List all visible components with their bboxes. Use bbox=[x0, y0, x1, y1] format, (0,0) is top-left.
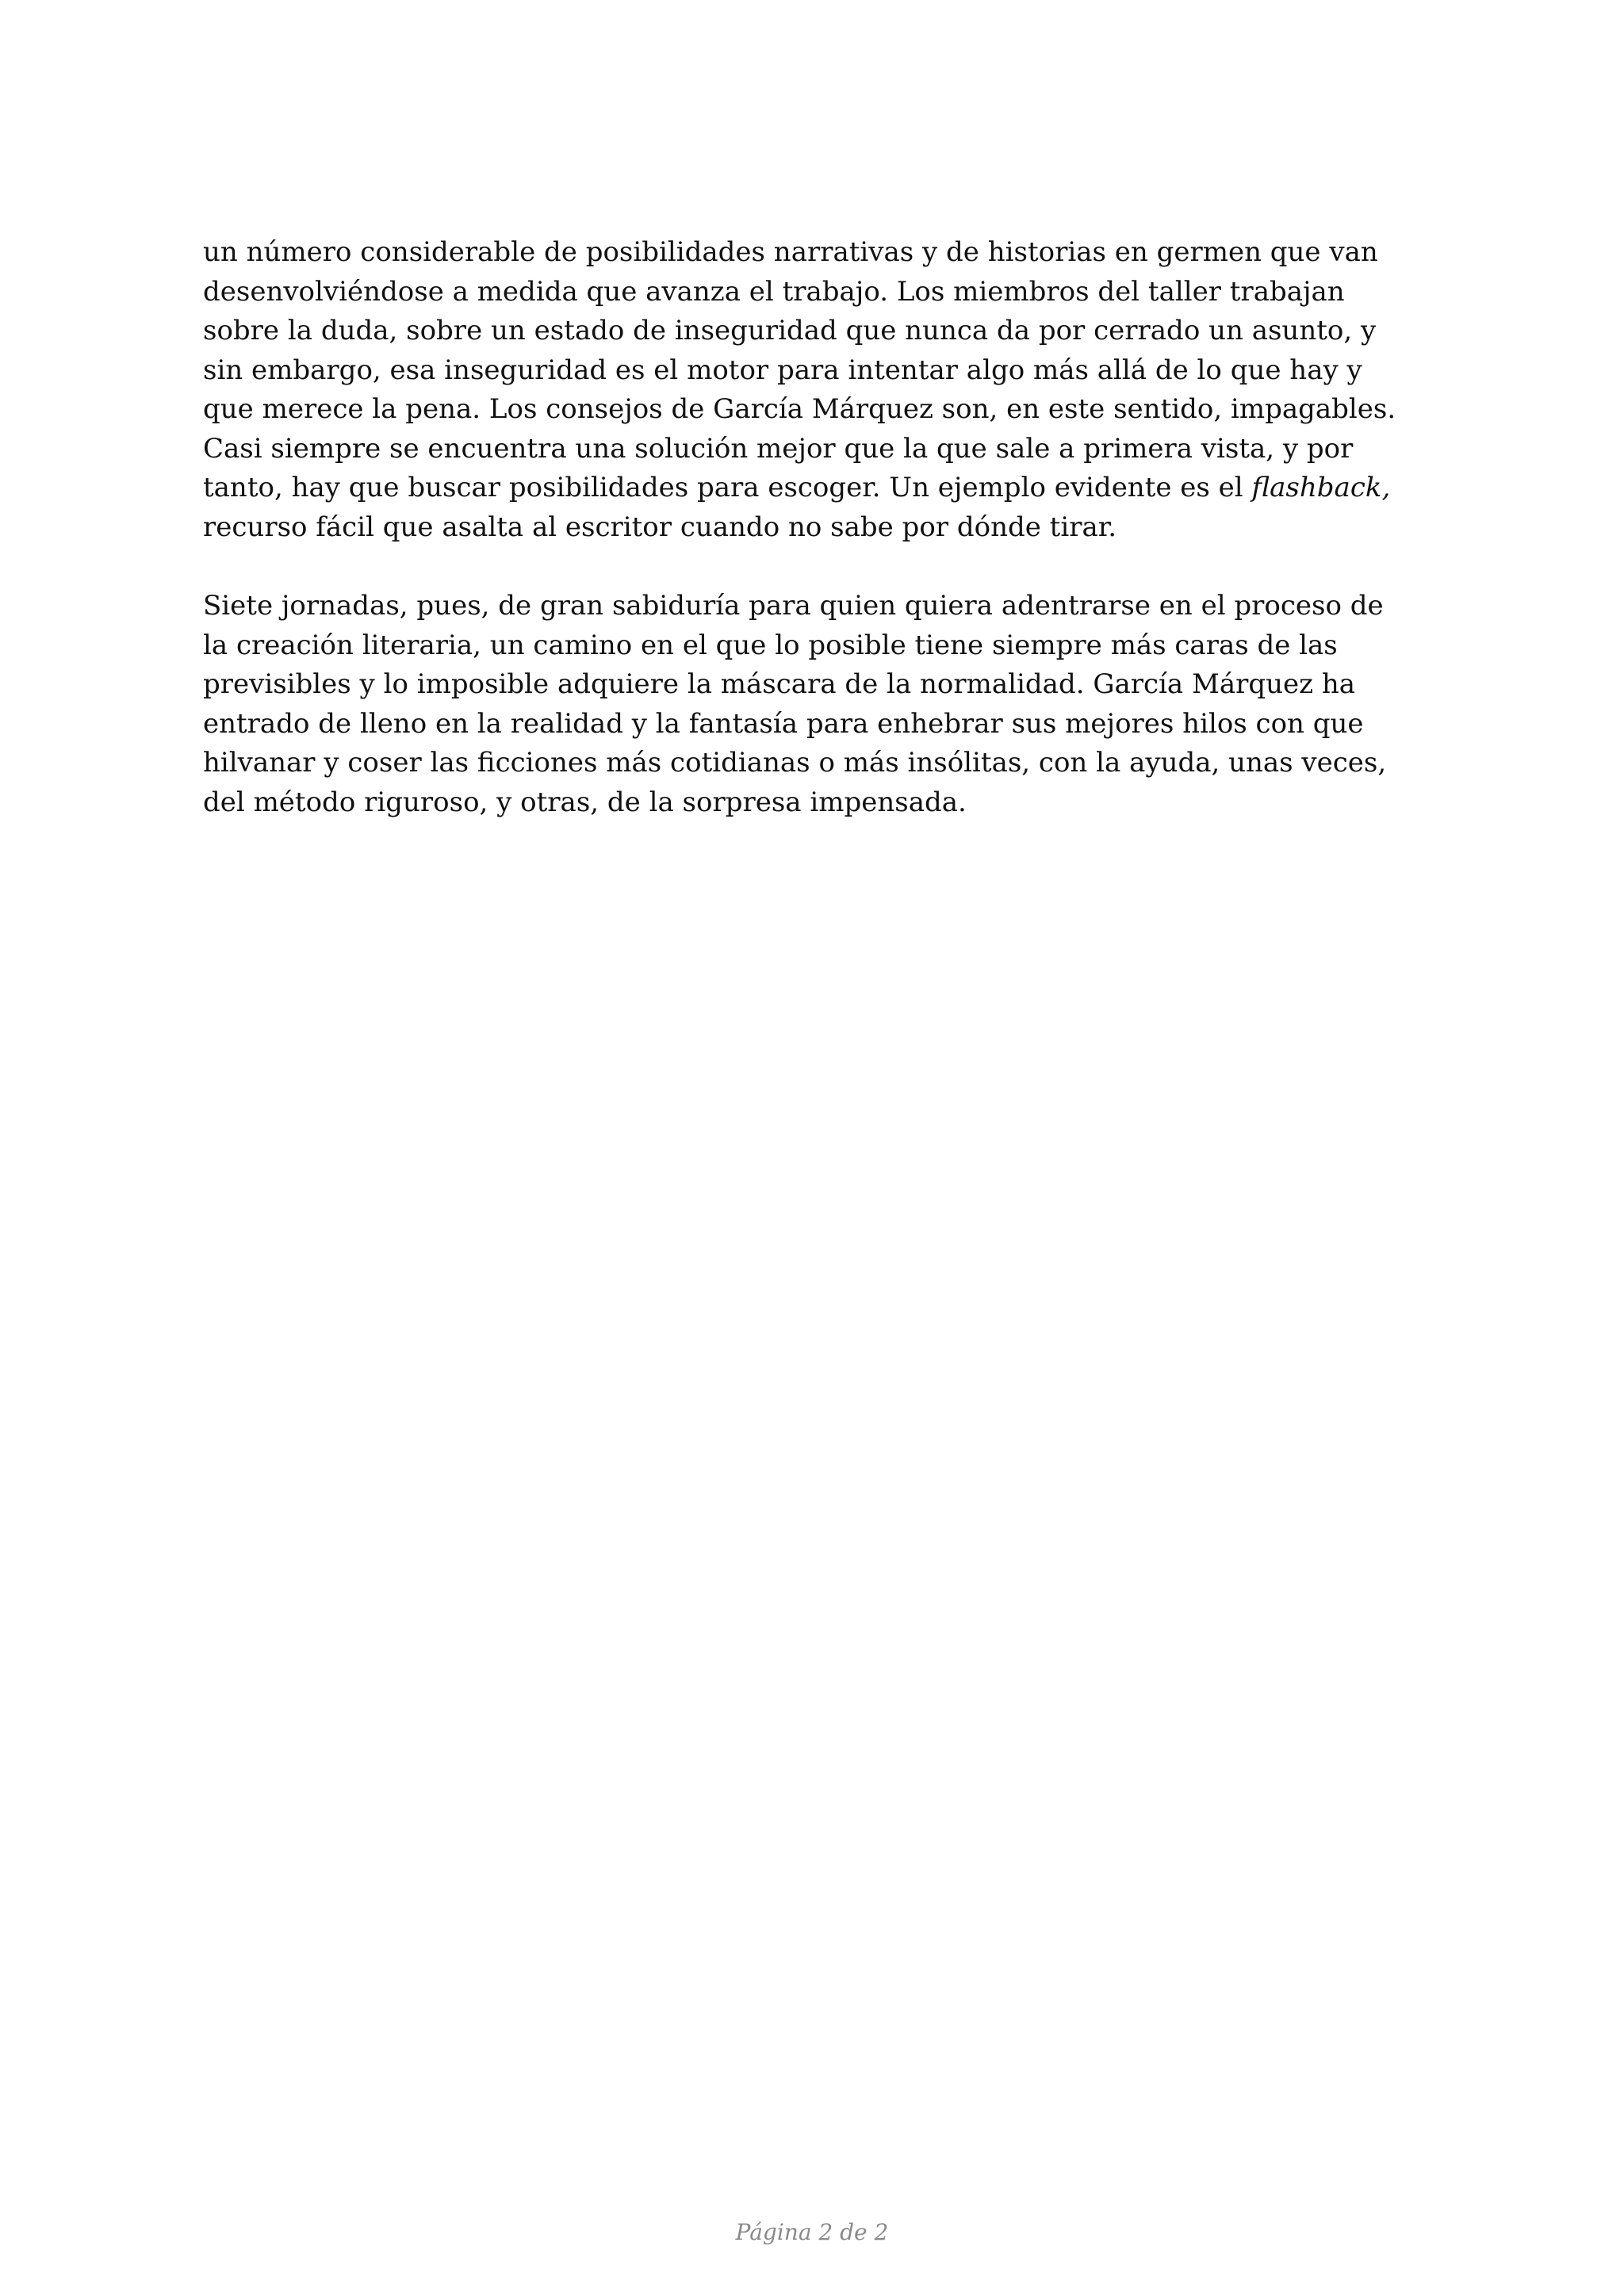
body-text bbox=[203, 233, 1440, 862]
page-number-footer: Página 2 de 2 bbox=[735, 2219, 889, 2245]
text-line: que merece la pena. Los consejos de García Márquez son, en este sentido, impagables. bbox=[203, 393, 1396, 425]
text-line: un número considerable de posibilidades narrativas y de historias en germen que van bbox=[203, 236, 1378, 268]
italic-term: flashback, bbox=[1251, 472, 1391, 503]
text-line: del método riguroso, y otras, de la sorpresa impensada. bbox=[203, 786, 967, 818]
paragraph-1 bbox=[203, 233, 1440, 547]
text-line: entrado de lleno en la realidad y la fantasía para enhebrar sus mejores hilos con que bbox=[203, 707, 1364, 740]
text-line: sin embargo, esa inseguridad es el motor para intentar algo más allá de lo que hay y bbox=[203, 354, 1362, 386]
text-line: previsibles y lo imposible adquiere la máscara de la normalidad. García Márquez ha bbox=[203, 668, 1356, 700]
text-line bbox=[203, 469, 1440, 508]
text-line: hilvanar y coser las ficciones más cotidianas o más insólitas, con la ayuda, unas veces, bbox=[203, 747, 1387, 779]
text-line: recurso fácil que asalta al escritor cuando no sabe por dónde tirar. bbox=[203, 511, 1117, 543]
text-line: Siete jornadas, pues, de gran sabiduría para quien quiera adentrarse en el proceso de bbox=[203, 590, 1384, 622]
text-line: desenvolviéndose a medida que avanza el trabajo. Los miembros del taller trabajan bbox=[203, 275, 1345, 308]
text-run: tanto, hay que buscar posibilidades para escoger. Un ejemplo evidente es el bbox=[203, 472, 1252, 503]
text-line: Casi siempre se encuentra una solución mejor que la que sale a primera vista, y por bbox=[203, 432, 1354, 465]
paragraph-2 bbox=[203, 587, 1440, 822]
text-line: la creación literaria, un camino en el que lo posible tiene siempre más caras de las bbox=[203, 629, 1338, 661]
text-line: sobre la duda, sobre un estado de inseguridad que nunca da por cerrado un asunto, y bbox=[203, 315, 1377, 346]
